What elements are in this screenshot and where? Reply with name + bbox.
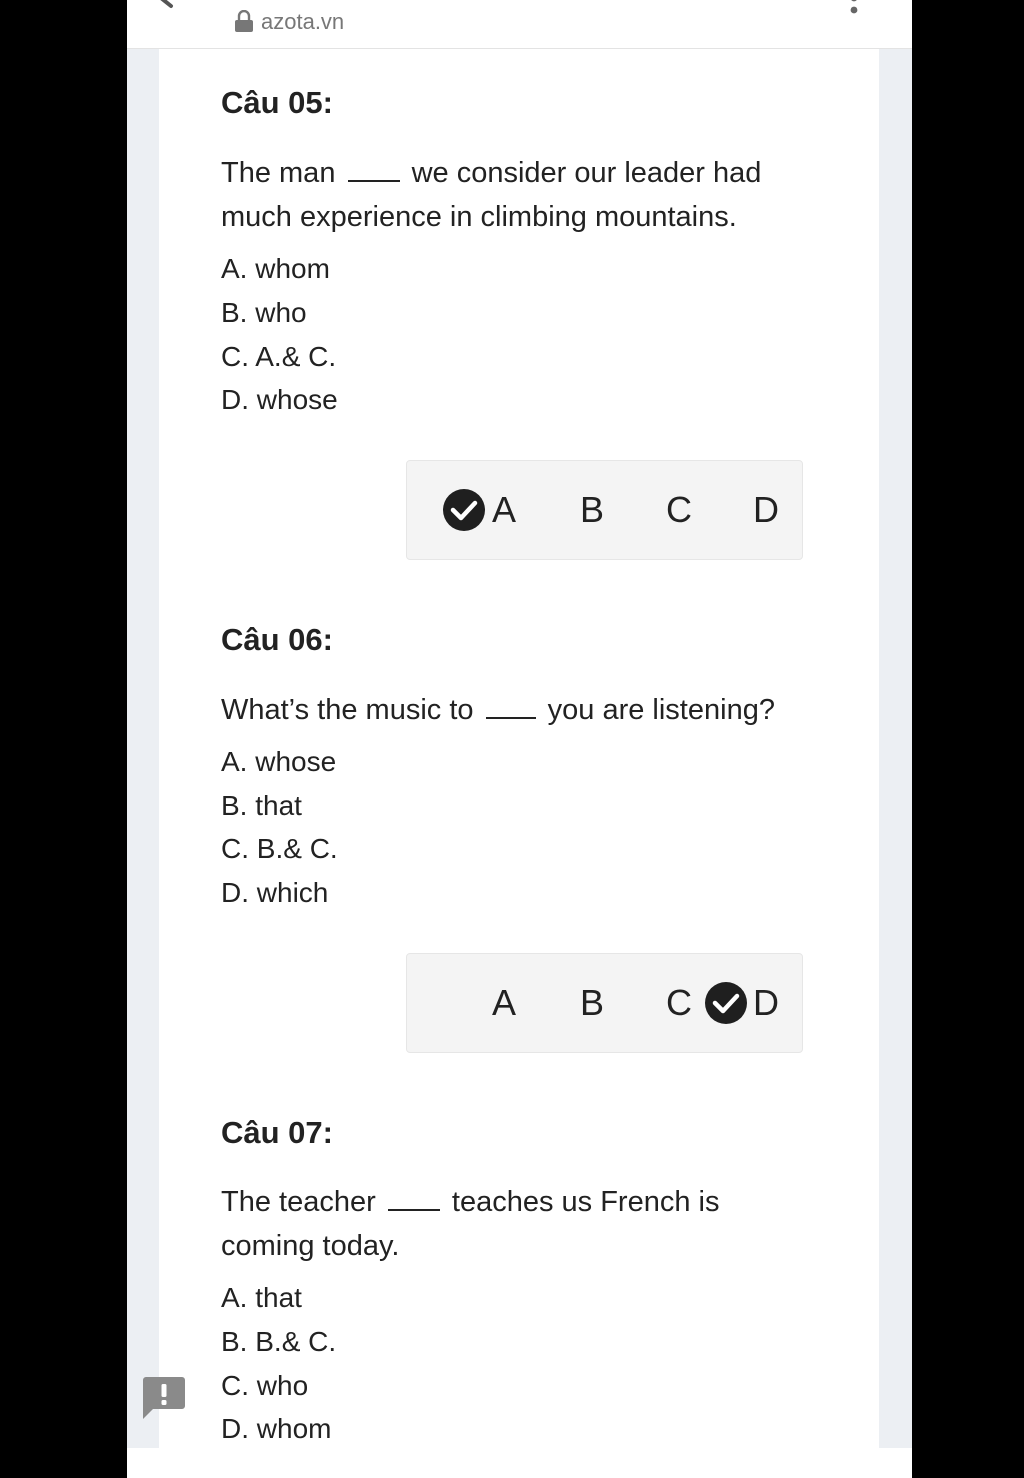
answer-choice-c[interactable]: C — [666, 489, 692, 530]
question-text — [221, 1180, 761, 1268]
page-gutter-left — [127, 49, 159, 1448]
browser-toolbar — [127, 0, 912, 49]
answer-choice-b[interactable]: B — [579, 489, 604, 530]
lock-icon — [234, 10, 254, 32]
option-b: B. B.& C. — [221, 1326, 337, 1357]
question-title: Câu 07: — [221, 1115, 333, 1150]
question-text-before: The teacher — [221, 1186, 376, 1218]
answer-choice-d[interactable]: D — [753, 982, 779, 1023]
option-c: C. who — [221, 1370, 309, 1401]
option-a: A. whom — [221, 253, 330, 284]
option-b: B. who — [221, 297, 307, 328]
back-arrow-icon[interactable] — [157, 0, 197, 10]
check-circle-icon — [442, 488, 486, 532]
quiz-content — [159, 49, 879, 1448]
check-circle-icon — [704, 981, 748, 1025]
answer-blank — [388, 1209, 440, 1211]
option-b: B. that — [221, 790, 302, 821]
report-feedback-icon[interactable] — [141, 1376, 187, 1422]
answer-choice-a[interactable]: A — [491, 982, 516, 1023]
question-title: Câu 06: — [221, 622, 333, 657]
more-vertical-icon[interactable] — [847, 0, 861, 18]
option-d: D. whose — [221, 384, 338, 415]
question-text — [221, 151, 821, 239]
question-text-after: teaches us French is coming today. — [221, 1186, 720, 1262]
answer-blank — [486, 717, 536, 719]
option-c: C. B.& C. — [221, 833, 338, 864]
page-gutter-right — [879, 49, 912, 1448]
answer-choice-b[interactable]: B — [579, 982, 604, 1023]
phone-screen — [127, 0, 912, 1478]
option-d: D. whom — [221, 1413, 332, 1444]
option-a: A. that — [221, 1282, 302, 1313]
option-c: C. A.& C. — [221, 341, 337, 372]
question-text — [221, 688, 821, 732]
answer-choice-d[interactable]: D — [753, 489, 779, 530]
option-d: D. which — [221, 877, 329, 908]
question-title: Câu 05: — [221, 85, 333, 120]
answer-choice-c[interactable]: C — [666, 982, 692, 1023]
question-text-before: The man — [221, 157, 336, 189]
question-text-after: you are listening? — [547, 694, 775, 726]
answer-sheet — [406, 953, 803, 1053]
url-text[interactable]: azota.vn — [261, 9, 345, 34]
answer-choice-a[interactable]: A — [491, 489, 516, 530]
answer-sheet — [406, 460, 803, 560]
bottom-strip — [127, 1448, 912, 1478]
option-a: A. whose — [221, 746, 337, 777]
question-text-before: What’s the music to — [221, 694, 474, 726]
answer-blank — [348, 180, 400, 182]
question-text-after: we consider our leader had much experience in climbing mountains. — [221, 157, 762, 233]
